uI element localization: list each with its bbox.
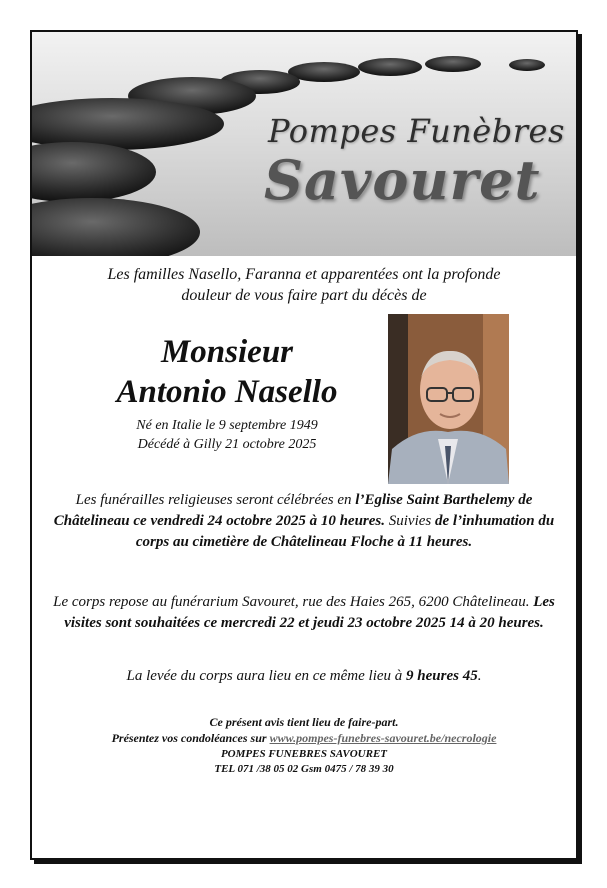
company-name: POMPES FUNEBRES SAVOURET xyxy=(220,748,388,760)
notice-statement: Ce présent avis tient lieu de faire-part. xyxy=(209,715,399,729)
funeral-paragraph xyxy=(52,490,556,553)
funeral-church: l’Eglise Saint Barthelemy de Châtelineau ce vendredi 24 octobre 2025 à 10 heures. xyxy=(53,492,533,529)
birth-info: Né en Italie le 9 septembre 1949 xyxy=(136,418,318,433)
intro-text xyxy=(32,264,576,306)
intro-line-2: douleur de vous faire part du décès de xyxy=(181,287,427,304)
visits-paragraph xyxy=(52,592,556,634)
intro-line-1: Les familles Nasello, Faranna et apparentées ont la profonde xyxy=(107,266,501,283)
notice-frame xyxy=(30,30,578,860)
brand-name: Pompes Funèbres xyxy=(268,112,565,150)
funeral-burial: de l’inhumation du corps au cimetière de Châtelineau Floche à 11 heures. xyxy=(135,513,555,550)
company-phone: TEL 071 /38 05 02 Gsm 0475 / 78 39 30 xyxy=(214,763,394,775)
death-info: Décédé à Gilly 21 octobre 2025 xyxy=(137,437,317,452)
levee-time: 9 heures 45 xyxy=(406,668,478,684)
deceased-name: Antonio Nasello xyxy=(116,374,338,410)
funeral-text-c: Suivies xyxy=(385,513,436,529)
levee-text-a: La levée du corps aura lieu en ce même lieu à xyxy=(126,668,407,684)
levee-paragraph xyxy=(52,666,556,687)
condolences-line xyxy=(32,730,576,746)
levee-text-c: . xyxy=(477,668,482,684)
brand-surname: Savouret xyxy=(264,148,541,212)
visits-text-a: Le corps repose au funérarium Savouret, rue des Haies 265, 6200 Châtelineau. xyxy=(53,594,534,610)
deceased-block xyxy=(72,332,382,454)
deceased-title: Monsieur xyxy=(160,334,294,370)
condolences-text: Présentez vos condoléances sur xyxy=(111,731,270,745)
deceased-photo xyxy=(388,314,509,484)
header-banner xyxy=(32,32,576,256)
visits-times: Les visites sont souhaitées ce mercredi 22 et jeudi 23 octobre 2025 14 à 20 heures. xyxy=(64,594,555,631)
necrology-link[interactable]: www.pompes-funebres-savouret.be/necrologie xyxy=(269,731,497,745)
funeral-text-a: Les funérailles religieuses seront célébrées en xyxy=(75,492,356,508)
